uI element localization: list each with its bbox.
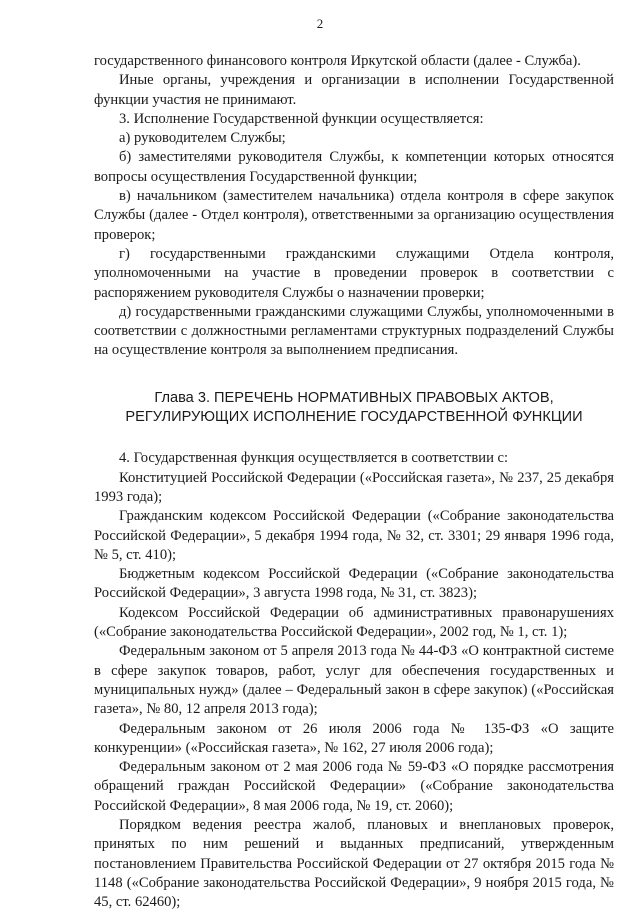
- legal-act-item: Конституцией Российской Федерации («Российская газета», № 237, 25 декабря 1993 года);: [94, 469, 614, 505]
- list-item: д) государственными гражданскими служащими Службы, уполномоченными в соответствии с должностными регламентами структурных подразделений Службы на осуществление контроля за выполнением предписания.: [94, 303, 614, 359]
- legal-act-item: Федеральным законом от 5 апреля 2013 года № 44-ФЗ «О контрактной системе в сфере закупок товаров, работ, услуг для обеспечения государственных и муниципальных нужд» (далее – Федеральный закон в сфере закупок) («Российская газета», № 80, 12 апреля 2013 года);: [94, 643, 614, 718]
- chapter-heading-line: РЕГУЛИРУЮЩИХ ИСПОЛНЕНИЕ ГОСУДАРСТВЕННОЙ ФУНКЦИИ: [125, 409, 583, 426]
- legal-act-item: Порядком ведения реестра жалоб, плановых и внеплановых проверок, принятых по ним решений и выданных предписаний, утвержденным постановлением Правительства Российской Федерации от 27 октября 2015 года № 1148 («Собрание законодательства Российской Федерации», 9 ноября 2015 года, № 45, ст. 62460);: [94, 816, 614, 911]
- list-item: г) государственными гражданскими служащими Отдела контроля, уполномоченными на участие в проведении проверок в соответствии с распоряжением руководителя Службы о назначении проверки;: [94, 245, 614, 301]
- legal-act-item: Гражданским кодексом Российской Федерации («Собрание законодательства Российской Федерации», 5 декабря 1994 года, № 32, ст. 3301; 29 января 1996 года, № 5, ст. 410);: [94, 508, 614, 563]
- paragraph: Иные органы, учреждения и организации в исполнении Государственной функции участия не принимают.: [94, 72, 614, 108]
- document-body: [94, 52, 614, 912]
- page-number: 2: [316, 16, 324, 31]
- list-item: а) руководителем Службы;: [119, 130, 286, 147]
- legal-act-item: Федеральным законом от 2 мая 2006 года № 59-ФЗ «О порядке рассмотрения обращений граждан Российской Федерации» («Собрание законодательства Российской Федерации», 8 мая 2006 года, № 19, ст. 2060);: [94, 759, 614, 814]
- paragraph: 4. Государственная функция осуществляется в соответствии с:: [119, 450, 509, 467]
- list-item: б) заместителями руководителя Службы, к компетенции которых относятся вопросы осуществления Государственной функции;: [94, 149, 614, 185]
- chapter-heading-line: Глава 3. ПЕРЕЧЕНЬ НОРМАТИВНЫХ ПРАВОВЫХ АКТОВ,: [154, 389, 554, 406]
- paragraph: государственного финансового контроля Иркутской области (далее - Служба).: [94, 53, 581, 69]
- legal-act-item: Кодексом Российской Федерации об административных правонарушениях («Собрание законодательства Российской Федерации», 2002 год, № 1, ст. 1);: [94, 604, 614, 641]
- paragraph: 3. Исполнение Государственной функции осуществляется:: [119, 110, 484, 127]
- chapter-heading: [94, 389, 614, 428]
- list-item: в) начальником (заместителем начальника) отдела контроля в сфере закупок Службы (далее - Отдел контроля), ответственными за организацию осуществления проверок;: [94, 188, 614, 243]
- legal-act-item: Бюджетным кодексом Российской Федерации («Собрание законодательства Российской Федерации», 3 августа 1998 года, № 31, ст. 3823);: [94, 566, 614, 602]
- legal-act-item: Федеральным законом от 26 июля 2006 года № 135-ФЗ «О защите конкуренции» («Российская газета», № 162, 27 июля 2006 года);: [94, 720, 614, 756]
